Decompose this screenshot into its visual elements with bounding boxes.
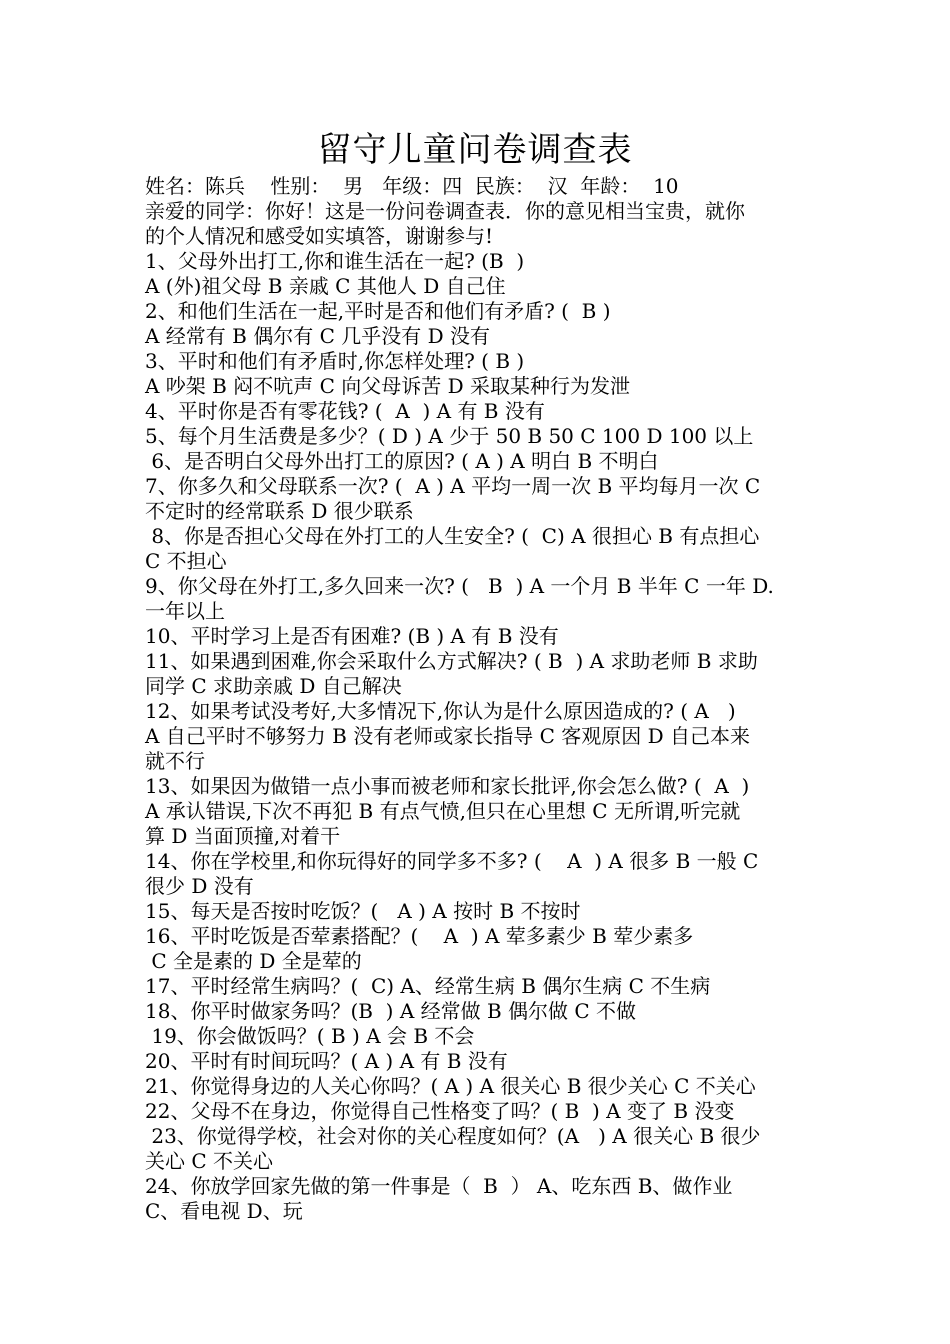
text-line: 8、你是否担心父母在外打工的人生安全? ( C) A 很担心 B 有点担心 (145, 524, 760, 548)
text-line: A 经常有 B 偶尔有 C 几乎没有 D 没有 (145, 324, 490, 348)
text-line: 关心 C 不关心 (145, 1149, 274, 1173)
text-line: A 自己平时不够努力 B 没有老师或家长指导 C 客观原因 D 自己本来 (145, 724, 750, 748)
text-line: 算 D 当面顶撞,对着干 (145, 824, 341, 848)
text-line: C 不担心 (145, 549, 227, 573)
text-line: 很少 D 没有 (145, 874, 254, 898)
text-line: 1、父母外出打工,你和谁生活在一起? (B ) (145, 249, 525, 273)
text-line: 9、你父母在外打工,多久回来一次? ( B ) A 一个月 B 半年 C 一年 D. (145, 574, 774, 598)
text-line: A 承认错误,下次不再犯 B 有点气愤,但只在心里想 C 无所谓,听完就 (145, 799, 741, 823)
text-line: 不定时的经常联系 D 很少联系 (145, 499, 414, 523)
text-line: 15、每天是否按时吃饭？( A ) A 按时 B 不按时 (145, 899, 581, 923)
text-line: 同学 C 求助亲戚 D 自己解决 (145, 674, 402, 698)
text-line: 21、你觉得身边的人关心你吗？( A ) A 很关心 B 很少关心 C 不关心 (145, 1074, 756, 1098)
text-line: C 全是素的 D 全是荤的 (145, 949, 362, 973)
document-title: 留守儿童问卷调查表 (317, 130, 633, 170)
text-line: 23、你觉得学校，社会对你的关心程度如何？(A ) A 很关心 B 很少 (145, 1124, 761, 1148)
text-line: 12、如果考试没考好,大多情况下,你认为是什么原因造成的? ( A ) (145, 699, 736, 723)
student-info-line: 姓名：陈兵 性别： 男 年级：四 民族： 汉 年龄： 10 (145, 174, 679, 198)
text-line: A 吵架 B 闷不吭声 C 向父母诉苦 D 采取某种行为发泄 (145, 374, 630, 398)
text-line: A (外)祖父母 B 亲戚 C 其他人 D 自己住 (145, 274, 506, 298)
text-line: 20、平时有时间玩吗？( A ) A 有 B 没有 (145, 1049, 508, 1073)
text-line: 14、你在学校里,和你玩得好的同学多不多? ( A ) A 很多 B 一般 C (145, 849, 759, 873)
text-line: 亲爱的同学：你好！这是一份问卷调查表．你的意见相当宝贵，就你 (145, 199, 745, 223)
text-line: 就不行 (145, 749, 205, 773)
text-line: 3、平时和他们有矛盾时,你怎样处理? ( B ) (145, 349, 525, 373)
text-line: 13、如果因为做错一点小事而被老师和家长批评,你会怎么做? ( A ) (145, 774, 750, 798)
text-line: 2、和他们生活在一起,平时是否和他们有矛盾? ( B ) (145, 299, 611, 323)
document-body (145, 174, 810, 1224)
text-line: 6、是否明白父母外出打工的原因? ( A ) A 明白 B 不明白 (145, 449, 659, 473)
text-line: 7、你多久和父母联系一次? ( A ) A 平均一周一次 B 平均每月一次 C (145, 474, 761, 498)
text-line: C、看电视 D、玩 (145, 1199, 303, 1223)
text-line: 16、平时吃饭是否荤素搭配？( A ) A 荤多素少 B 荤少素多 (145, 924, 694, 948)
text-line: 24、你放学回家先做的第一件事是（ B ） A、吃东西 B、做作业 (145, 1174, 733, 1198)
text-line: 19、你会做饭吗？( B ) A 会 B 不会 (145, 1024, 475, 1048)
text-line: 17、平时经常生病吗？( C) A、经常生病 B 偶尔生病 C 不生病 (145, 974, 711, 998)
text-line: 4、平时你是否有零花钱? ( A ) A 有 B 没有 (145, 399, 545, 423)
text-line: 一年以上 (145, 599, 225, 623)
text-line: 5、每个月生活费是多少？( D ) A 少于 50 B 50 C 100 D 100 以上 (145, 424, 754, 448)
text-line: 10、平时学习上是否有困难? (B ) A 有 B 没有 (145, 624, 559, 648)
text-line: 11、如果遇到困难,你会采取什么方式解决? ( B ) A 求助老师 B 求助 (145, 649, 758, 673)
text-line: 18、你平时做家务吗？(B ) A 经常做 B 偶尔做 C 不做 (145, 999, 637, 1023)
text-line: 22、父母不在身边，你觉得自己性格变了吗？( B ) A 变了 B 没变 (145, 1099, 735, 1123)
text-line: 的个人情况和感受如实填答，谢谢参与! (145, 224, 494, 248)
